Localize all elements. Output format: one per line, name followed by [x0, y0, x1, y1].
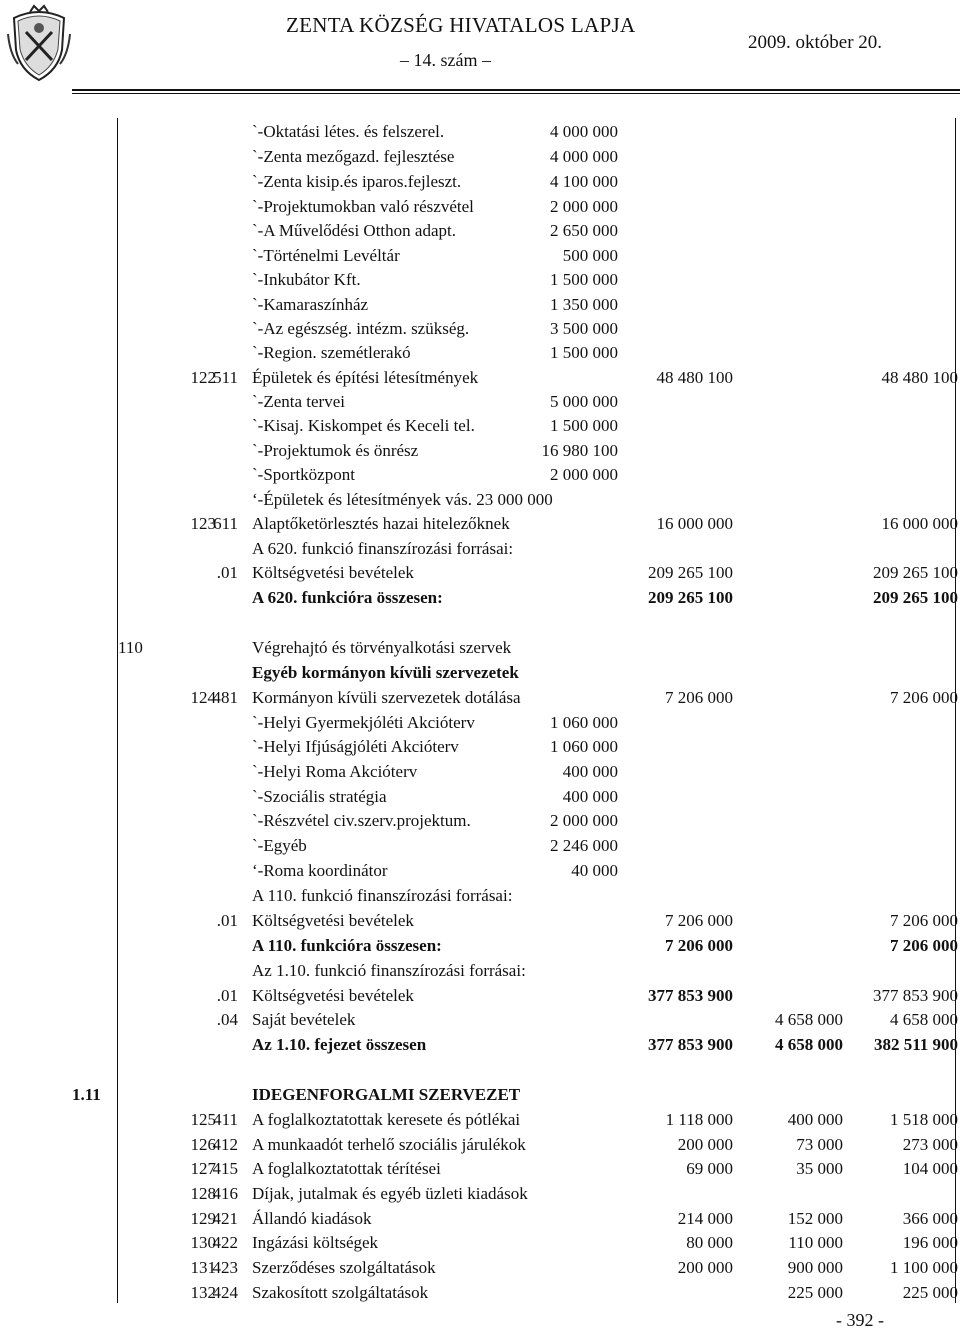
function-code: 129: [190, 1209, 216, 1228]
table-row: [0, 414, 960, 438]
own-revenue-amount: 35 000: [796, 1159, 843, 1178]
economic-code: 422: [212, 1233, 238, 1252]
economic-code: 412: [212, 1135, 238, 1154]
total-amount: 196 000: [902, 1233, 958, 1252]
item-description: A foglalkoztatottak keresete és pótlékai: [252, 1110, 521, 1129]
item-description: `-Kisaj. Kiskompet és Keceli tel.: [252, 416, 475, 435]
item-amount: 1 500 000: [550, 343, 618, 362]
header-rule: [72, 93, 960, 94]
economic-code: .01: [216, 986, 238, 1005]
total-amount: 48 480 100: [881, 368, 958, 387]
table-row: [0, 1182, 960, 1206]
item-description: A 620. funkció finanszírozási forrásai:: [252, 539, 514, 558]
economic-code: 511: [213, 368, 238, 387]
item-description: `-Helyi Roma Akcióterv: [252, 762, 418, 781]
table-row: [0, 636, 960, 660]
economic-code: 416: [212, 1184, 238, 1203]
item-amount: 500 000: [562, 246, 618, 265]
budget-amount: 7 206 000: [665, 911, 733, 930]
item-description: A 110. funkció finanszírozási forrásai:: [252, 886, 513, 905]
table-row: [0, 1157, 960, 1181]
issue-date: 2009. október 20.: [748, 32, 883, 53]
table-row: [0, 170, 960, 194]
item-description: `-Projektumokban való részvétel: [252, 197, 474, 216]
table-row: [0, 120, 960, 144]
function-code: 125: [190, 1110, 216, 1129]
total-amount: 4 658 000: [890, 1010, 958, 1029]
budget-amount: 69 000: [686, 1159, 733, 1178]
table-row: [0, 366, 960, 390]
item-description: Szakosított szolgáltatások: [252, 1283, 429, 1302]
budget-amount: 48 480 100: [656, 368, 733, 387]
table-row: [0, 488, 960, 512]
own-revenue-amount: 225 000: [787, 1283, 843, 1302]
item-description: `-Region. szemétlerakó: [252, 343, 411, 362]
table-row: [0, 884, 960, 908]
item-description: ‘-Épületek és létesítmények vás. 23 000 000: [252, 490, 553, 509]
item-description: A 620. funkcióra összesen:: [252, 588, 443, 607]
item-description: A foglalkoztatottak térítései: [252, 1159, 441, 1178]
economic-code: 481: [212, 688, 238, 707]
table-row: [0, 934, 960, 958]
table-row: [0, 341, 960, 365]
item-description: `-Részvétel civ.szerv.projektum.: [252, 811, 471, 830]
table-row: [0, 809, 960, 833]
total-amount: 366 000: [902, 1209, 958, 1228]
budget-amount: 214 000: [677, 1209, 733, 1228]
item-description: Állandó kiadások: [252, 1209, 372, 1228]
total-amount: 209 265 100: [873, 563, 958, 582]
item-amount: 2 000 000: [550, 811, 618, 830]
budget-amount: 200 000: [677, 1258, 733, 1277]
item-description: ‘-Roma koordinátor: [252, 861, 388, 880]
item-description: Kormányon kívüli szervezetek dotálása: [252, 688, 521, 707]
table-row: [0, 244, 960, 268]
budget-amount: 80 000: [686, 1233, 733, 1252]
total-amount: 1 100 000: [890, 1258, 958, 1277]
table-row: [0, 1033, 960, 1057]
item-description: `-Szociális stratégia: [252, 787, 387, 806]
item-description: `-Egyéb: [252, 836, 307, 855]
budget-amount: 7 206 000: [665, 936, 733, 955]
table-row: [0, 561, 960, 585]
total-amount: 16 000 000: [881, 514, 958, 533]
budget-amount: 377 853 900: [648, 986, 733, 1005]
table-row: [0, 195, 960, 219]
table-row: [0, 145, 960, 169]
table-row: [0, 1133, 960, 1157]
budget-amount: 16 000 000: [656, 514, 733, 533]
item-description: Az 1.10. funkció finanszírozási forrásai:: [252, 961, 526, 980]
item-description: `-A Művelődési Otthon adapt.: [252, 221, 456, 240]
economic-code: 424: [212, 1283, 238, 1302]
total-amount: 382 511 900: [873, 1035, 958, 1054]
table-row: [0, 586, 960, 610]
own-revenue-amount: 400 000: [787, 1110, 843, 1129]
table-row: [0, 537, 960, 561]
function-code: 124: [190, 688, 216, 707]
table-row: [0, 1083, 960, 1107]
table-row: [0, 1281, 960, 1305]
item-description: `-Projektumok és önrész: [252, 441, 419, 460]
table-row: [0, 959, 960, 983]
item-amount: 1 500 000: [550, 416, 618, 435]
budget-amount: 200 000: [677, 1135, 733, 1154]
item-description: A 110. funkcióra összesen:: [252, 936, 442, 955]
item-description: `-Történelmi Levéltár: [252, 246, 400, 265]
item-amount: 400 000: [562, 787, 618, 806]
item-description: Saját bevételek: [252, 1010, 356, 1029]
total-amount: 1 518 000: [890, 1110, 958, 1129]
own-revenue-amount: 900 000: [787, 1258, 843, 1277]
page-number: - 392 -: [836, 1310, 884, 1330]
table-row: [0, 1207, 960, 1231]
item-description: Egyéb kormányon kívüli szervezetek: [252, 663, 519, 682]
item-amount: 4 100 000: [550, 172, 618, 191]
table-row: [0, 984, 960, 1008]
function-code: 127: [190, 1159, 216, 1178]
item-description: A munkaadót terhelő szociális járulékok: [252, 1135, 526, 1154]
economic-code: .04: [216, 1010, 238, 1029]
item-amount: 3 500 000: [550, 319, 618, 338]
economic-code: .01: [216, 563, 238, 582]
total-amount: 7 206 000: [890, 911, 958, 930]
item-amount: 1 060 000: [550, 737, 618, 756]
total-amount: 104 000: [902, 1159, 958, 1178]
own-revenue-amount: 110 000: [788, 1233, 843, 1252]
item-description: Ingázási költségek: [252, 1233, 379, 1252]
item-description: Költségvetési bevételek: [252, 911, 414, 930]
item-amount: 2 000 000: [550, 465, 618, 484]
table-row: [0, 268, 960, 292]
table-row: [0, 512, 960, 536]
item-description: Díjak, jutalmak és egyéb üzleti kiadások: [252, 1184, 528, 1203]
item-amount: 2 246 000: [550, 836, 618, 855]
item-amount: 16 980 100: [541, 441, 618, 460]
item-description: Költségvetési bevételek: [252, 986, 414, 1005]
function-code: 122: [190, 368, 216, 387]
total-amount: 273 000: [902, 1135, 958, 1154]
item-description: Költségvetési bevételek: [252, 563, 414, 582]
item-amount: 4 000 000: [550, 147, 618, 166]
table-row: [0, 1256, 960, 1280]
table-row: [0, 463, 960, 487]
header-rule: [72, 89, 960, 91]
table-row: [0, 859, 960, 883]
economic-code: 611: [213, 514, 238, 533]
item-description: `-Oktatási létes. és felszerel.: [252, 122, 445, 141]
own-revenue-amount: 4 658 000: [775, 1010, 843, 1029]
function-code: 126: [190, 1135, 216, 1154]
function-code: 130: [190, 1233, 216, 1252]
table-row: [0, 293, 960, 317]
table-row: [0, 1008, 960, 1032]
economic-code: 423: [212, 1258, 238, 1277]
item-amount: 1 500 000: [550, 270, 618, 289]
function-code: 131: [190, 1258, 216, 1277]
item-description: Szerződéses szolgáltatások: [252, 1258, 436, 1277]
budget-amount: 1 118 000: [665, 1110, 733, 1129]
item-description: IDEGENFORGALMI SZERVEZET: [252, 1085, 521, 1104]
sec-code: 110: [118, 638, 143, 657]
item-description: Végrehajtó és törvényalkotási szervek: [252, 638, 512, 657]
budget-amount: 377 853 900: [648, 1035, 733, 1054]
journal-title: ZENTA KÖZSÉG HIVATALOS LAPJA: [286, 13, 636, 37]
item-amount: 2 000 000: [550, 197, 618, 216]
item-description: Az 1.10. fejezet összesen: [252, 1035, 427, 1054]
total-amount: 7 206 000: [890, 688, 958, 707]
page-header: [0, 0, 960, 100]
table-row: [0, 785, 960, 809]
table-row: [0, 735, 960, 759]
total-amount: 377 853 900: [873, 986, 958, 1005]
own-revenue-amount: 152 000: [787, 1209, 843, 1228]
own-revenue-amount: 73 000: [796, 1135, 843, 1154]
item-description: `-Sportközpont: [252, 465, 355, 484]
total-amount: 7 206 000: [890, 936, 958, 955]
function-code: 123: [190, 514, 216, 533]
item-description: Alaptőketörlesztés hazai hitelezőknek: [252, 514, 510, 533]
table-row: [0, 909, 960, 933]
total-amount: 225 000: [902, 1283, 958, 1302]
item-description: `-Inkubátor Kft.: [252, 270, 361, 289]
table-row: [0, 834, 960, 858]
item-description: `-Kamaraszínház: [252, 295, 369, 314]
table-row: [0, 711, 960, 735]
economic-code: 421: [212, 1209, 238, 1228]
total-amount: 209 265 100: [873, 588, 958, 607]
item-amount: 5 000 000: [550, 392, 618, 411]
item-amount: 4 000 000: [550, 122, 618, 141]
function-code: 132: [190, 1283, 216, 1302]
table-row: [0, 439, 960, 463]
table-row: [0, 661, 960, 685]
table-row: [0, 686, 960, 710]
item-amount: 1 060 000: [550, 713, 618, 732]
table-row: [0, 317, 960, 341]
economic-code: 411: [213, 1110, 238, 1129]
economic-code: 415: [212, 1159, 238, 1178]
item-description: Épületek és építési létesítmények: [252, 368, 479, 387]
table-row: [0, 219, 960, 243]
budget-amount: 209 265 100: [648, 588, 733, 607]
item-amount: 2 650 000: [550, 221, 618, 240]
issue-number: – 14. szám –: [400, 50, 491, 70]
item-description: `-Zenta kisip.és iparos.fejleszt.: [252, 172, 462, 191]
section-code: 1.11: [72, 1085, 101, 1104]
table-row: [0, 760, 960, 784]
budget-amount: 209 265 100: [648, 563, 733, 582]
item-description: `-Helyi Gyermekjóléti Akcióterv: [252, 713, 475, 732]
item-description: `-Zenta mezőgazd. fejlesztése: [252, 147, 455, 166]
table-row: [0, 1231, 960, 1255]
table-row: [0, 1108, 960, 1132]
item-amount: 400 000: [562, 762, 618, 781]
coat-of-arms-icon: [6, 4, 72, 84]
economic-code: .01: [216, 911, 238, 930]
item-description: `-Helyi Ifjúságjóléti Akcióterv: [252, 737, 459, 756]
item-amount: 1 350 000: [550, 295, 618, 314]
function-code: 128: [190, 1184, 216, 1203]
table-row: [0, 390, 960, 414]
item-amount: 40 000: [571, 861, 618, 880]
item-description: `-Zenta tervei: [252, 392, 345, 411]
budget-amount: 7 206 000: [665, 688, 733, 707]
own-revenue-amount: 4 658 000: [775, 1035, 843, 1054]
item-description: `-Az egészség. intézm. szükség.: [252, 319, 470, 338]
